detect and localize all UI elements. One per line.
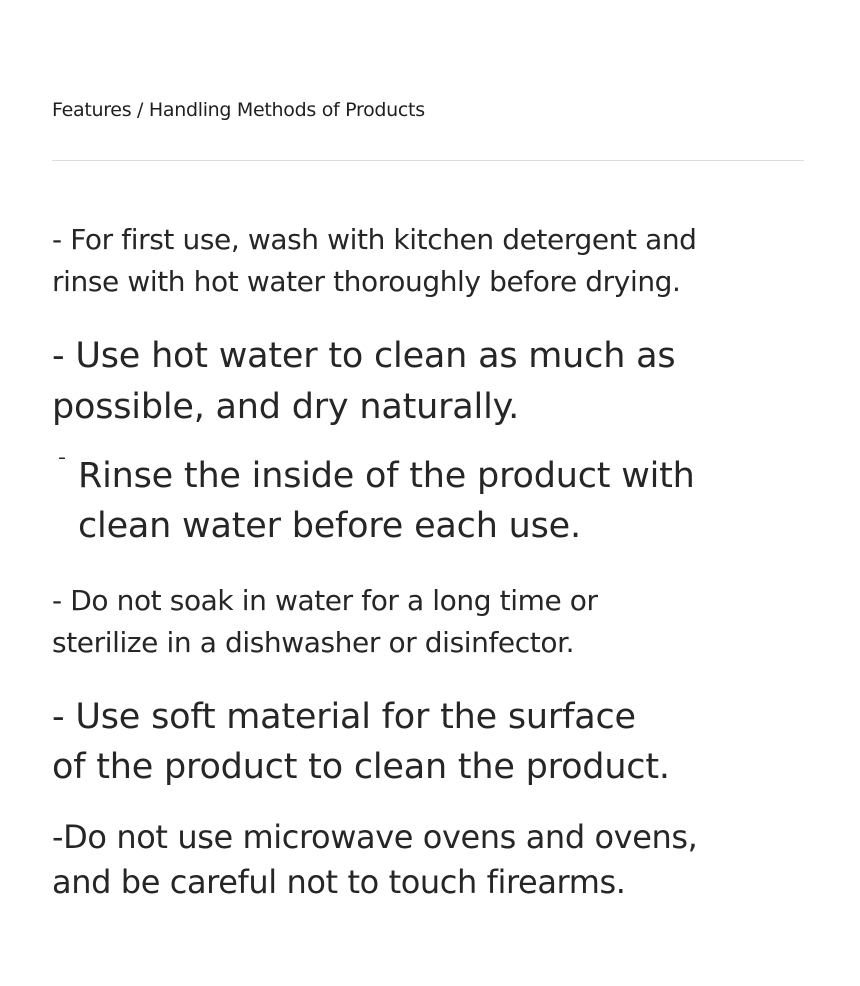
note-line: clean water before each use. xyxy=(78,506,581,546)
note-line: - Use hot water to clean as much as xyxy=(52,336,676,376)
note-line: of the product to clean the product. xyxy=(52,747,670,787)
handling-note-no-soak xyxy=(52,580,598,664)
handling-note-first-use xyxy=(52,219,697,303)
note-line: -Do not use microwave ovens and ovens, xyxy=(52,818,698,856)
handling-note-rinse xyxy=(78,451,695,551)
note-line: - Do not soak in water for a long time or xyxy=(52,584,598,617)
note-marker: ¯ xyxy=(57,454,67,478)
handling-note-soft-material xyxy=(52,692,670,792)
note-line: rinse with hot water thoroughly before drying. xyxy=(52,265,681,298)
handling-note-hot-water xyxy=(52,331,675,433)
note-line: - Use soft material for the surface xyxy=(52,697,636,737)
section-title: Features / Handling Methods of Products xyxy=(52,99,425,121)
note-line: possible, and dry naturally. xyxy=(52,387,520,427)
note-line: and be careful not to touch firearms. xyxy=(52,863,626,901)
note-line: - For first use, wash with kitchen detergent and xyxy=(52,223,697,256)
note-line: sterilize in a dishwasher or disinfector. xyxy=(52,626,575,659)
handling-note-no-microwave xyxy=(52,815,697,905)
note-line: Rinse the inside of the product with xyxy=(78,456,695,496)
divider xyxy=(52,160,804,161)
